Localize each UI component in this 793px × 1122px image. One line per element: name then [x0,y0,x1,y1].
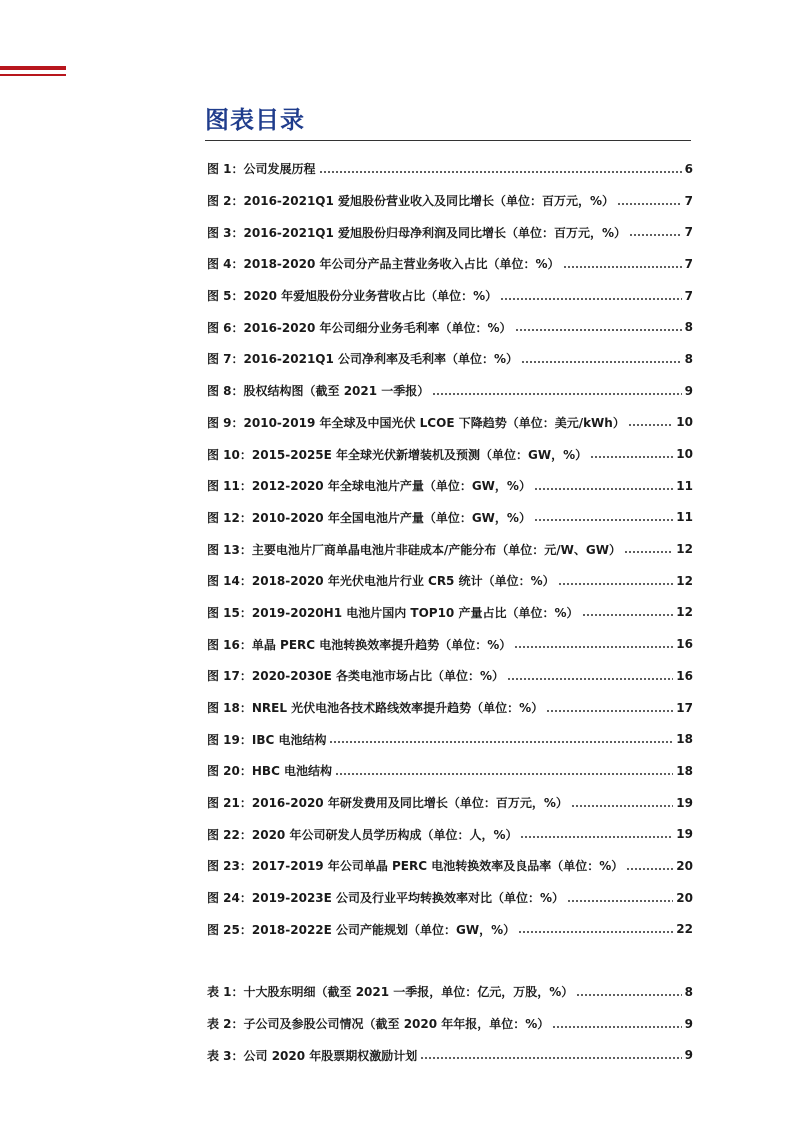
dot-leader [420,1056,681,1060]
figure-entry-label: 图 22：2020 年公司研发人员学历构成（单位：人，%） [207,827,518,842]
figure-entry-label: 图 23：2017-2019 年公司单晶 PERC 电池转换效率及良品率（单位：%） [207,859,624,874]
figure-entry-label: 图 20：HBC 电池结构 [207,764,333,779]
figure-entry-label: 图 1：公司发展历程 [207,162,316,177]
figure-entry-label: 图 11：2012-2020 年全球电池片产量（单位：GW，%） [207,479,531,494]
dot-leader [335,772,673,776]
figure-entry-page-number: 11 [676,510,693,525]
figure-entry[interactable] [207,343,693,375]
figure-entry-page-number: 11 [676,478,693,493]
figure-entry-label: 图 8：股权结构图（截至 2021 一季报） [207,384,430,399]
header-accent-line [0,74,66,76]
figure-entry-page-number: 19 [676,827,693,842]
figure-entry-page-number: 10 [676,415,693,430]
figure-entry-page-number: 16 [676,637,693,652]
figure-entry-label: 图 25：2018-2022E 公司产能规划（单位：GW，%） [207,922,516,937]
dot-leader [576,993,681,997]
figure-entry-label: 图 3：2016-2021Q1 爱旭股份归母净利润及同比增长（单位：百万元，%） [207,225,627,240]
figure-entry-label: 图 9：2010-2019 年全球及中国光伏 LCOE 下降趋势（单位：美元/kWh） [207,415,625,430]
dot-leader [534,487,673,491]
figure-entry-label: 图 4：2018-2020 年公司分产品主营业务收入占比（单位：%） [207,257,560,272]
figure-entry[interactable] [207,248,693,280]
dot-leader [617,202,682,206]
table-entry[interactable] [207,976,693,1008]
figure-entry-label: 图 19：IBC 电池结构 [207,732,327,747]
dot-leader [629,233,682,237]
figure-entry-page-number: 12 [676,605,693,620]
figure-entry-page-number: 9 [684,383,693,398]
figure-entry[interactable] [207,597,693,629]
dot-leader [624,550,673,554]
dot-leader [515,328,682,332]
figure-entry-page-number: 18 [676,732,693,747]
figure-entry-page-number: 7 [684,288,693,303]
table-entry-label: 表 2：子公司及参股公司情况（截至 2020 年年报，单位：%） [207,1017,550,1032]
figure-entry[interactable] [207,565,693,597]
figure-entry-page-number: 7 [684,225,693,240]
figure-entry-label: 图 16：单晶 PERC 电池转换效率提升趋势（单位：%） [207,637,512,652]
figure-entry[interactable] [207,153,693,185]
figure-entry[interactable] [207,280,693,312]
dot-leader [628,423,673,427]
figure-entry[interactable] [207,914,693,946]
dot-leader [520,835,673,839]
table-entry-page-number: 9 [684,1048,693,1063]
figure-entry-page-number: 7 [684,193,693,208]
figure-entry-page-number: 12 [676,573,693,588]
dot-leader [521,360,682,364]
figure-entry[interactable] [207,850,693,882]
figure-entry-label: 图 2：2016-2021Q1 爱旭股份营业收入及同比增长（单位：百万元，%） [207,194,615,209]
table-entry-label: 表 3：公司 2020 年股票期权激励计划 [207,1048,418,1063]
figure-entry-page-number: 7 [684,256,693,271]
figure-entry-page-number: 6 [684,161,693,176]
figure-entry[interactable] [207,692,693,724]
figure-entry[interactable] [207,185,693,217]
figure-entry-label: 图 10：2015-2025E 年全球光伏新增装机及预测（单位：GW，%） [207,447,588,462]
figure-entry[interactable] [207,407,693,439]
dot-leader [590,455,673,459]
figure-entry[interactable] [207,216,693,248]
dot-leader [571,804,673,808]
dot-leader [558,582,674,586]
table-entry-label: 表 1：十大股东明细（截至 2021 一季报，单位：亿元，万股，%） [207,985,574,1000]
figure-entry-page-number: 10 [676,447,693,462]
dot-leader [567,899,673,903]
figure-entry[interactable] [207,470,693,502]
dot-leader [500,297,682,301]
figure-entry-label: 图 18：NREL 光伏电池各技术路线效率提升趋势（单位：%） [207,701,544,716]
figure-entry-page-number: 20 [676,858,693,873]
title-divider [205,140,691,141]
page-title: 图表目录 [205,106,305,134]
dot-leader [432,392,681,396]
dot-leader [534,518,673,522]
figure-entry-label: 图 7：2016-2021Q1 公司净利率及毛利率（单位：%） [207,352,519,367]
dot-leader [563,265,682,269]
figure-entry[interactable] [207,755,693,787]
table-entry[interactable] [207,1008,693,1040]
figure-entry-page-number: 22 [676,922,693,937]
figure-entry-page-number: 20 [676,890,693,905]
dot-leader [507,677,673,681]
figure-entry[interactable] [207,882,693,914]
figure-entry[interactable] [207,502,693,534]
figure-entry-label: 图 5：2020 年爱旭股份分业务营收占比（单位：%） [207,289,498,304]
figure-entry-label: 图 21：2016-2020 年研发费用及同比增长（单位：百万元，%） [207,796,568,811]
dot-leader [626,867,673,871]
table-entry-page-number: 9 [684,1016,693,1031]
dot-leader [552,1025,681,1029]
figure-entry-label: 图 6：2016-2020 年公司细分业务毛利率（单位：%） [207,320,512,335]
table-toc-list [207,976,693,1071]
figure-entry[interactable] [207,660,693,692]
figure-entry[interactable] [207,787,693,819]
figure-entry-page-number: 8 [684,320,693,335]
figure-entry-page-number: 19 [676,795,693,810]
figure-entry[interactable] [207,818,693,850]
figure-entry-label: 图 13：主要电池片厂商单晶电池片非硅成本/产能分布（单位：元/W、GW） [207,542,621,557]
dot-leader [518,930,673,934]
figure-entry-page-number: 8 [684,351,693,366]
dot-leader [546,709,673,713]
dot-leader [329,740,673,744]
table-entry-page-number: 8 [684,984,693,999]
figure-entry-label: 图 14：2018-2020 年光伏电池片行业 CR5 统计（单位：%） [207,574,555,589]
figure-entry[interactable] [207,533,693,565]
figure-entry-label: 图 17：2020-2030E 各类电池市场占比（单位：%） [207,669,505,684]
figure-toc-list [207,153,693,945]
figure-entry[interactable] [207,628,693,660]
dot-leader [582,613,674,617]
figure-entry[interactable] [207,311,693,343]
header-accent-bar [0,66,66,70]
figure-entry-page-number: 18 [676,763,693,778]
figure-entry-page-number: 17 [676,700,693,715]
dot-leader [514,645,673,649]
figure-entry-page-number: 12 [676,542,693,557]
figure-entry-label: 图 12：2010-2020 年全国电池片产量（单位：GW，%） [207,510,531,525]
figure-entry-label: 图 24：2019-2023E 公司及行业平均转换效率对比（单位：%） [207,891,565,906]
figure-entry[interactable] [207,375,693,407]
figure-entry-label: 图 15：2019-2020H1 电池片国内 TOP10 产量占比（单位：%） [207,605,579,620]
dot-leader [319,170,682,174]
figure-entry[interactable] [207,723,693,755]
figure-entry[interactable] [207,438,693,470]
figure-entry-page-number: 16 [676,668,693,683]
table-entry[interactable] [207,1039,693,1071]
